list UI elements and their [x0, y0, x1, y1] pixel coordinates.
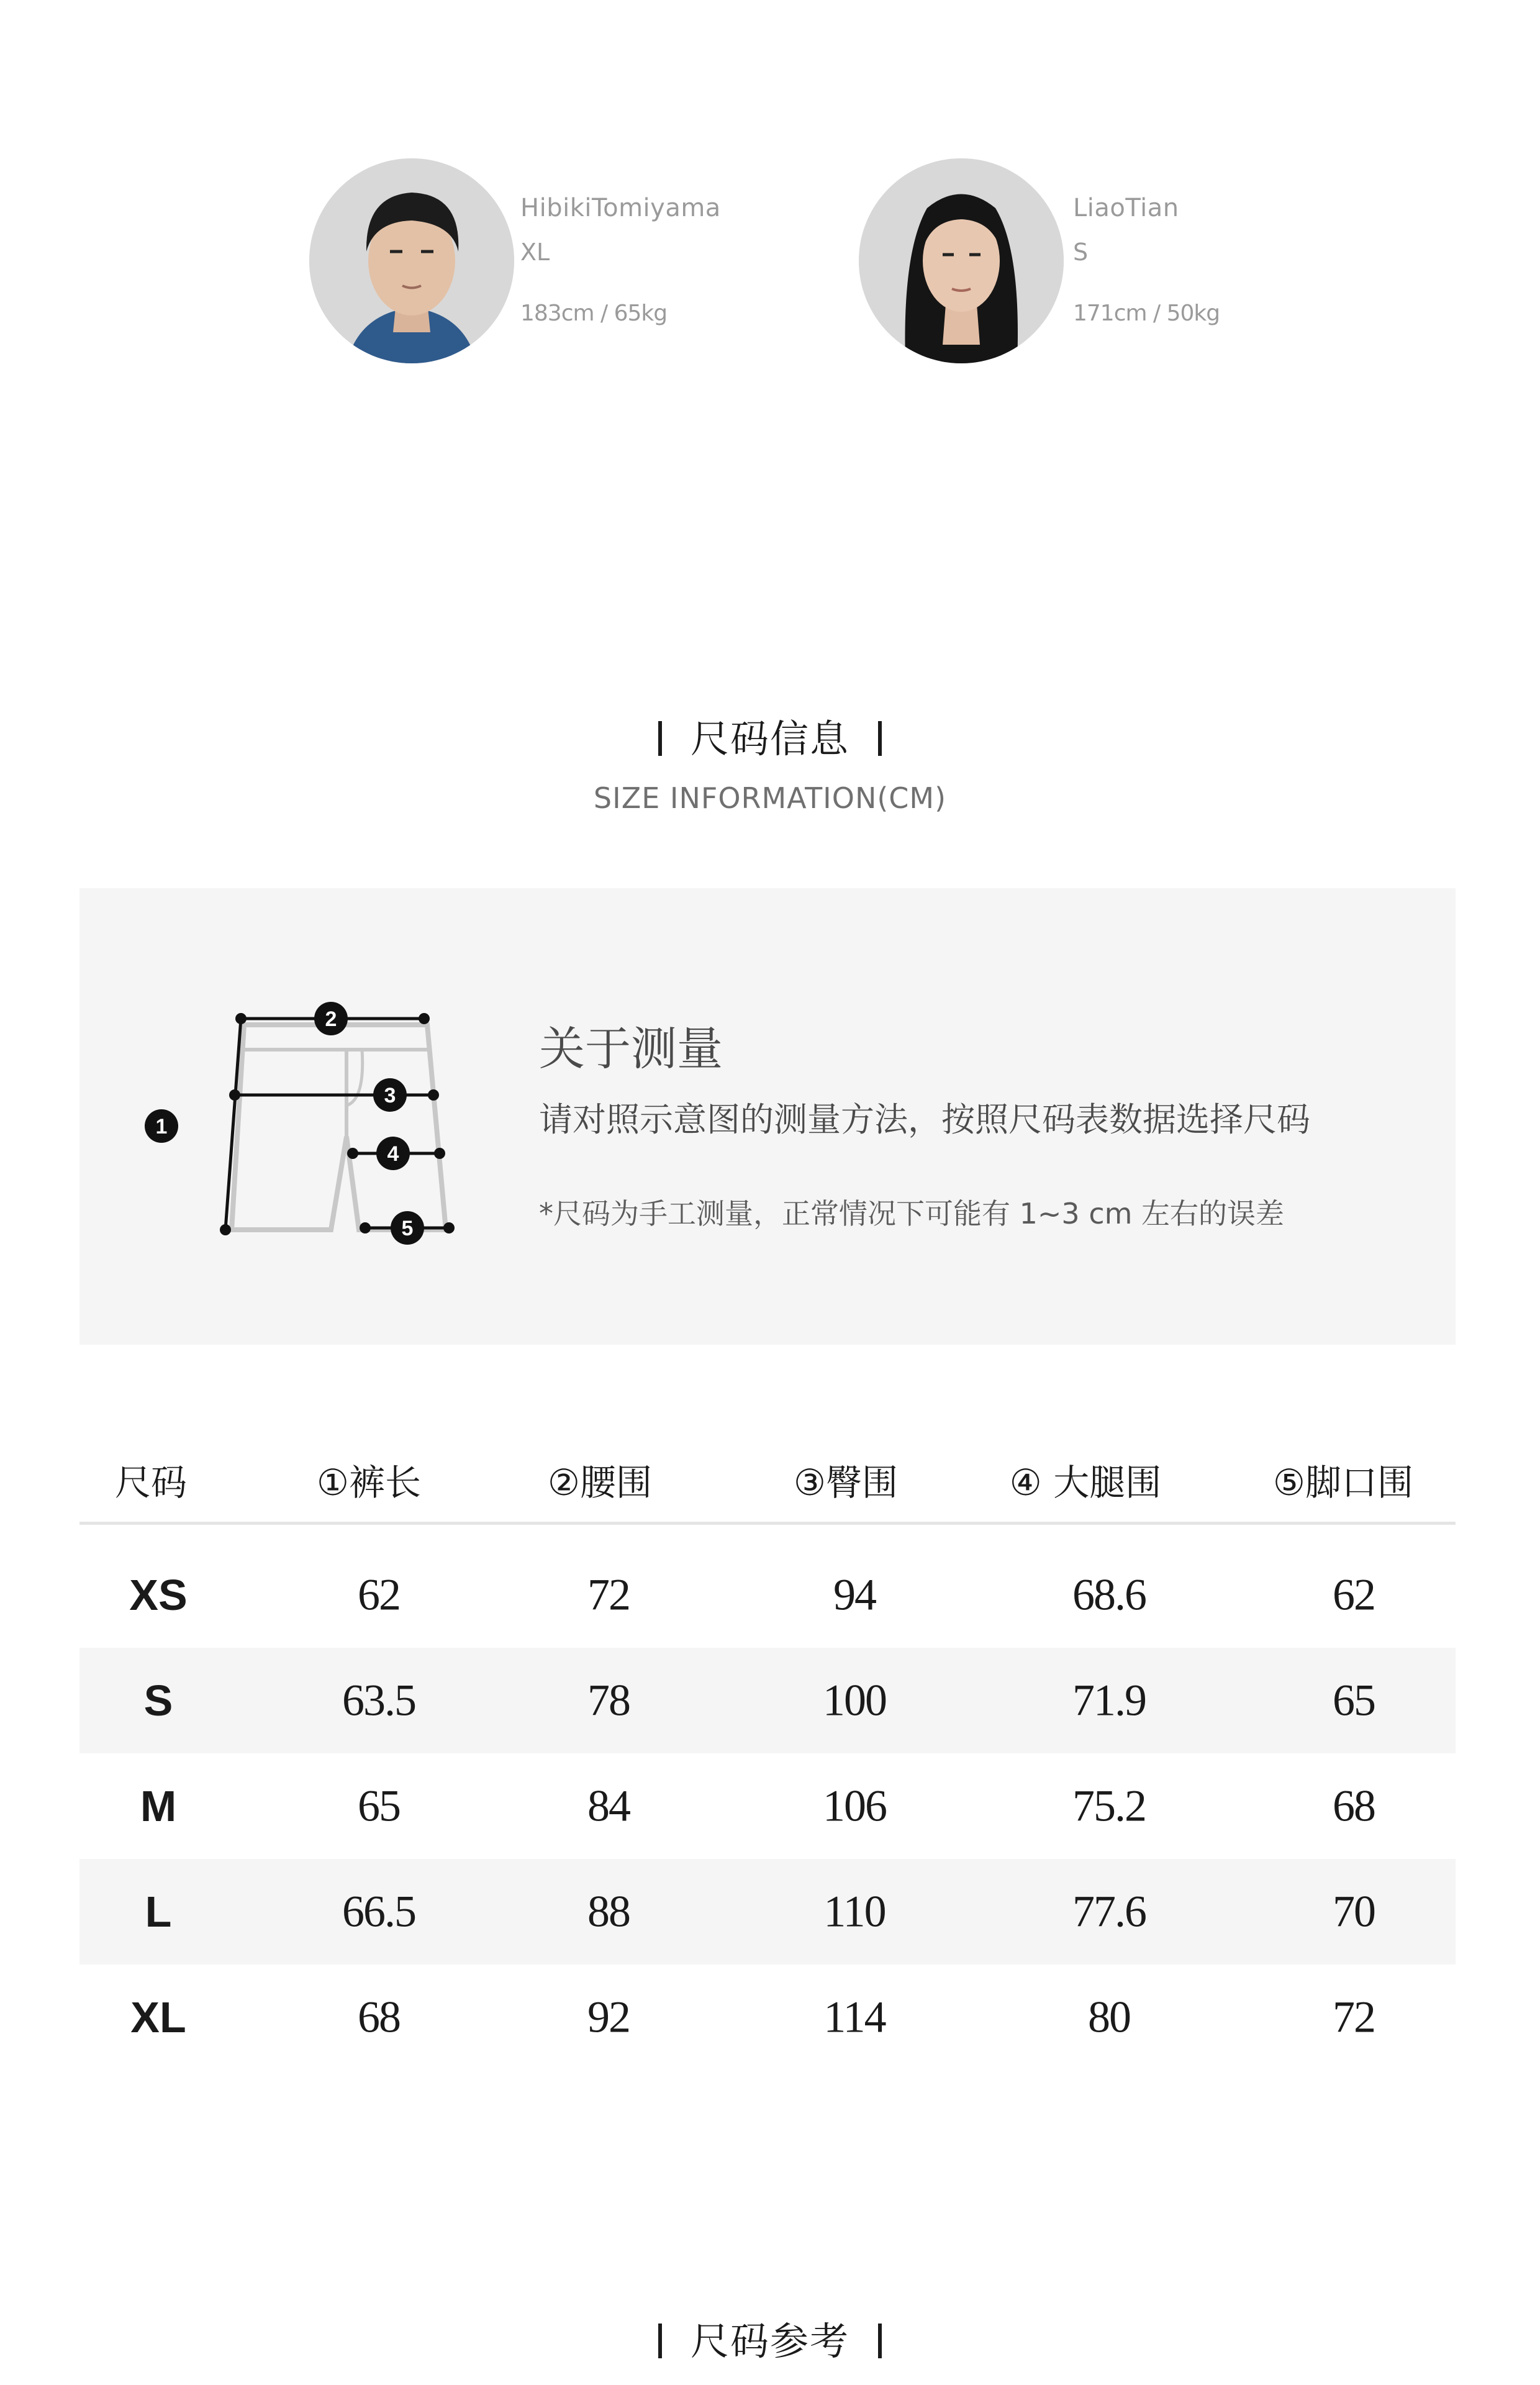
- shorts-measurement-diagram: [129, 981, 539, 1255]
- header-leg-opening: ⑤脚口围: [1273, 1461, 1413, 1504]
- cell-size: XL: [130, 1993, 186, 2042]
- header-size: 尺码: [114, 1461, 188, 1504]
- table-row: [79, 1542, 1456, 1648]
- measure-description: 请对照示意图的测量方法，按照尺码表数据选择尺码: [539, 1100, 1310, 1139]
- model-size: XL: [520, 238, 550, 266]
- cell-leg-opening: 72: [1333, 1992, 1375, 2042]
- cell-hip: 110: [823, 1886, 886, 1937]
- cell-waist: 88: [587, 1886, 630, 1937]
- cell-size: L: [145, 1888, 172, 1936]
- cell-thigh: 68.6: [1072, 1570, 1146, 1620]
- table-row: [79, 1965, 1456, 2070]
- size-table: [79, 1429, 1456, 2070]
- marker-5: [391, 1211, 424, 1245]
- measure-title: 关于测量: [539, 1022, 723, 1076]
- model-name: LiaoTian: [1073, 194, 1179, 222]
- size-reference-title-text: 尺码参考: [690, 2319, 849, 2364]
- size-info-title-text: 尺码信息: [690, 716, 849, 761]
- cell-length: 68: [358, 1992, 400, 2042]
- cell-size: XS: [129, 1571, 188, 1619]
- cell-leg-opening: 65: [1333, 1675, 1375, 1725]
- cell-hip: 100: [823, 1675, 886, 1725]
- model-name: HibikiTomiyama: [520, 194, 721, 222]
- cell-length: 63.5: [342, 1675, 415, 1725]
- svg-text:1: 1: [155, 1115, 168, 1138]
- cell-waist: 72: [587, 1570, 630, 1620]
- cell-hip: 106: [823, 1781, 886, 1831]
- cell-thigh: 75.2: [1072, 1781, 1146, 1831]
- model-height-weight: 183cm / 65kg: [520, 301, 668, 326]
- cell-size: M: [140, 1782, 177, 1830]
- cell-size: S: [143, 1676, 173, 1725]
- model-avatar-male: [309, 158, 514, 363]
- cell-waist: 92: [587, 1992, 630, 2042]
- model-info-female: [1073, 194, 1220, 326]
- divider-bar: [878, 721, 882, 756]
- model-height-weight: 171cm / 50kg: [1073, 301, 1220, 326]
- marker-3: [373, 1078, 407, 1112]
- svg-text:3: 3: [384, 1084, 396, 1107]
- cell-waist: 78: [587, 1675, 630, 1725]
- measurement-panel: [79, 888, 1456, 1345]
- cell-waist: 84: [587, 1781, 630, 1831]
- cell-hip: 114: [823, 1992, 886, 2042]
- marker-2: [314, 1002, 348, 1035]
- marker-1: [145, 1109, 178, 1143]
- model-avatar-female: [859, 158, 1064, 363]
- table-row: [79, 1648, 1456, 1753]
- header-thigh: ④ 大腿围: [1009, 1461, 1162, 1504]
- size-table-header: [79, 1429, 1456, 1525]
- divider-bar: [658, 721, 662, 756]
- svg-text:2: 2: [325, 1007, 337, 1031]
- cell-length: 62: [358, 1570, 400, 1620]
- svg-text:5: 5: [401, 1217, 414, 1240]
- measure-note: *尺码为手工测量，正常情况下可能有 1~3 cm 左右的误差: [539, 1197, 1285, 1230]
- divider-bar: [658, 2324, 662, 2358]
- table-row: [79, 1753, 1456, 1859]
- cell-hip: 94: [833, 1570, 876, 1620]
- cell-length: 66.5: [342, 1886, 415, 1937]
- size-info-title: [0, 708, 1540, 763]
- header-waist: ②腰围: [548, 1461, 652, 1504]
- model-size: S: [1073, 238, 1089, 266]
- svg-text:4: 4: [387, 1142, 399, 1166]
- cell-thigh: 80: [1088, 1992, 1130, 2042]
- cell-leg-opening: 68: [1333, 1781, 1375, 1831]
- divider-bar: [878, 2324, 882, 2358]
- cell-thigh: 71.9: [1072, 1675, 1146, 1725]
- cell-leg-opening: 62: [1333, 1570, 1375, 1620]
- header-length: ①裤长: [317, 1461, 421, 1504]
- cell-leg-opening: 70: [1333, 1886, 1375, 1937]
- cell-length: 65: [358, 1781, 400, 1831]
- cell-thigh: 77.6: [1072, 1886, 1146, 1937]
- size-table-body: [79, 1542, 1456, 2070]
- size-info-subtitle: SIZE INFORMATION(CM): [593, 781, 947, 815]
- marker-4: [376, 1137, 410, 1170]
- header-hip: ③臀围: [794, 1461, 898, 1504]
- table-row: [79, 1859, 1456, 1965]
- model-info-male: [520, 194, 721, 326]
- size-reference-title: [0, 2310, 1540, 2366]
